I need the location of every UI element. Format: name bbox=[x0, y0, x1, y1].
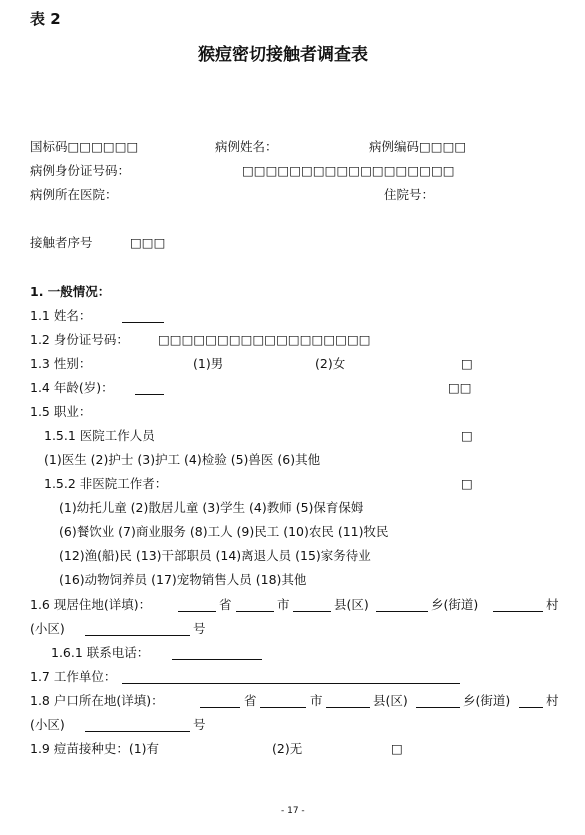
hospital-no-label: 住院号： bbox=[384, 187, 435, 202]
case-id-boxes: □□□□□□□□□□□□□□□□□□ bbox=[242, 163, 455, 178]
q-occupation-label: 1.5 职业： bbox=[30, 404, 92, 419]
village-label: 村 bbox=[546, 597, 559, 612]
province-label: 省 bbox=[219, 597, 232, 612]
hospital-worker-box: □ bbox=[461, 428, 473, 443]
name-line bbox=[122, 322, 164, 323]
reg-house-number-label: 号 bbox=[193, 717, 206, 732]
table-label: 表 2 bbox=[30, 10, 61, 28]
non-hospital-worker-box: □ bbox=[461, 476, 473, 491]
house-number-line bbox=[85, 635, 190, 636]
section-heading: 1. 一般情况： bbox=[30, 284, 111, 299]
hospital-worker-options: (1)医生 (2)护士 (3)护工 (4)检验 (5)兽医 (6)其他 bbox=[44, 452, 321, 467]
reg-county-label: 县(区) bbox=[373, 693, 408, 708]
vaccination-box: □ bbox=[391, 741, 403, 756]
occupation-options-row4: (16)动物饲养员 (17)宠物销售人员 (18)其他 bbox=[59, 572, 307, 587]
case-name-label: 病例姓名： bbox=[215, 139, 278, 154]
sex-box: □ bbox=[461, 356, 473, 371]
q-non-hospital-worker: 1.5.2 非医院工作者： bbox=[44, 476, 168, 491]
occupation-options-row3: (12)渔(船)民 (13)干部职员 (14)离退人员 (15)家务待业 bbox=[59, 548, 371, 563]
county-line bbox=[293, 611, 331, 612]
age-line bbox=[135, 394, 164, 395]
q-registration-label: 1.8 户口所在地(详填)： bbox=[30, 693, 164, 708]
reg-city-line bbox=[260, 707, 306, 708]
q-vaccination-label: 1.9 痘苗接种史：(1)有 bbox=[30, 741, 160, 756]
contact-seq-label: 接触者序号 bbox=[30, 235, 93, 250]
county-label: 县(区) bbox=[334, 597, 369, 612]
q-employer-label: 1.7 工作单位： bbox=[30, 669, 117, 684]
sex-option-male: (1)男 bbox=[193, 356, 224, 371]
occupation-options-row1: (1)幼托儿童 (2)散居儿童 (3)学生 (4)教师 (5)保育保姆 bbox=[59, 500, 364, 515]
age-boxes: □□ bbox=[448, 380, 472, 395]
contact-seq-boxes: □□□ bbox=[130, 235, 166, 250]
hospital-label: 病例所在医院： bbox=[30, 187, 118, 202]
page-number: - 17 - bbox=[281, 806, 305, 816]
reg-county-line bbox=[326, 707, 370, 708]
reg-city-label: 市 bbox=[310, 693, 323, 708]
q-id-label: 1.2 身份证号码： bbox=[30, 332, 129, 347]
reg-province-line bbox=[200, 707, 240, 708]
village-line bbox=[493, 611, 543, 612]
q-phone-label: 1.6.1 联系电话： bbox=[51, 645, 150, 660]
reg-community-label: (小区) bbox=[30, 717, 65, 732]
q-hospital-worker: 1.5.1 医院工作人员 bbox=[44, 428, 155, 443]
reg-house-number-line bbox=[85, 731, 190, 732]
q-name-label: 1.1 姓名： bbox=[30, 308, 92, 323]
reg-township-label: 乡(街道) bbox=[463, 693, 511, 708]
province-line bbox=[178, 611, 216, 612]
q-id-boxes: □□□□□□□□□□□□□□□□□□ bbox=[158, 332, 371, 347]
case-id-label: 病例身份证号码： bbox=[30, 163, 131, 178]
vaccination-option-no: (2)无 bbox=[272, 741, 303, 756]
employer-line bbox=[122, 683, 460, 684]
township-label: 乡(街道) bbox=[431, 597, 479, 612]
township-line bbox=[376, 611, 428, 612]
q-age-label: 1.4 年龄(岁)： bbox=[30, 380, 114, 395]
city-label: 市 bbox=[277, 597, 290, 612]
occupation-options-row2: (6)餐饮业 (7)商业服务 (8)工人 (9)民工 (10)农民 (11)牧民 bbox=[59, 524, 389, 539]
reg-township-line bbox=[416, 707, 460, 708]
phone-line bbox=[172, 659, 262, 660]
national-code-field: 国标码□□□□□□ bbox=[30, 139, 139, 154]
reg-village-line bbox=[519, 707, 543, 708]
city-line bbox=[236, 611, 274, 612]
q-residence-label: 1.6 现居住地(详填)： bbox=[30, 597, 152, 612]
sex-option-female: (2)女 bbox=[315, 356, 346, 371]
page-title: 猴痘密切接触者调查表 bbox=[198, 45, 368, 65]
reg-province-label: 省 bbox=[244, 693, 257, 708]
reg-village-label: 村 bbox=[546, 693, 559, 708]
community-label: (小区) bbox=[30, 621, 65, 636]
house-number-label: 号 bbox=[193, 621, 206, 636]
q-sex-label: 1.3 性别： bbox=[30, 356, 92, 371]
case-code-field: 病例编码□□□□ bbox=[369, 139, 467, 154]
